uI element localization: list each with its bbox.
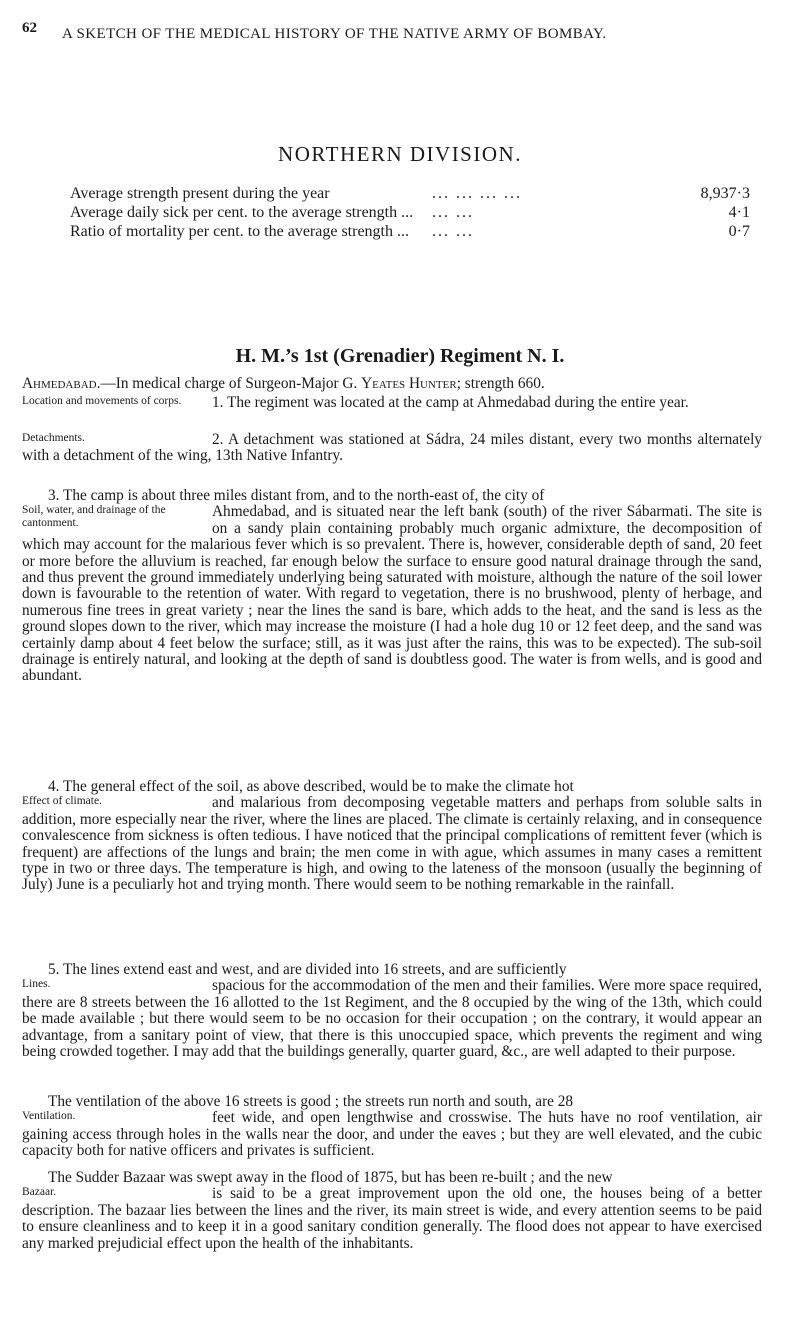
intro-text: —In medical charge of Surgeon-Major G. [100, 375, 362, 392]
paragraph-detachments [22, 432, 762, 465]
paragraph-bazaar [22, 1170, 762, 1252]
stat-value: 8,937·3 [700, 185, 750, 202]
paragraph-text: spacious for the accommodation of the men and their families. Were more space required, there are 8 streets between the 16 allotted to the 1st Regiment, and the 8 occupied by the wing of the 13th, which could be made available ; but there would seem to be no occasion for their occupation ; on the contrary, it would appear an advantage, from a sanitary point of view, that there is this unoccupied space, which prevents the regiment and wing being crowded together. I may add that the buildings generally, quarter guard, &c., are well adapted to their purpose. [22, 977, 762, 1061]
paragraph-lines [22, 962, 762, 1060]
margin-note: Ventilation. [22, 1110, 76, 1123]
paragraph-location [22, 395, 762, 411]
paragraph-text: is said to be a great improvement upon the old one, the houses being of a better description. The bazaar lies between the lines and the river, its main street is wide, and every attention seems to be paid to ensure cleanliness and to keep it in a good sanitary condition generally. The flood does not appear to have exercised any marked prejudicial effect upon the health of the inhabitants. [22, 1185, 762, 1252]
stat-label: Average daily sick per cent. to the average strength ... [70, 204, 414, 221]
paragraph-soil [22, 488, 762, 685]
margin-note: Lines. [22, 978, 51, 991]
leader-dots: ... ... ... ... [432, 185, 522, 202]
running-title: A SKETCH OF THE MEDICAL HISTORY OF THE NATIVE ARMY OF BOMBAY. [62, 26, 607, 42]
paragraph-climate [22, 779, 762, 894]
regiment-title: H. M.’s 1st (Grenadier) Regiment N. I. [235, 345, 565, 367]
paragraph-ventilation [22, 1094, 762, 1160]
stat-row [70, 185, 750, 204]
paragraph-text: 2. A detachment was stationed at Sádra, 24 miles distant, every two months alternately with a detachment of the wing, 13th Native Infantry. [22, 431, 762, 465]
stat-row [70, 223, 750, 242]
intro-rest: ; strength 660. [456, 375, 545, 392]
paragraph-text: feet wide, and open lengthwise and crosswise. The huts have no roof ventilation, air gaining access through holes in the walls near the door, and under the eaves ; but they are well elevated, and the cubic capacity both for native officers and privates is sufficient. [22, 1109, 762, 1160]
paragraph-text: Ahmedabad, and is situated near the left bank (south) of the river Sábarmati. The site is on a sandy plain containing probably much organic admixture, the decomposition of which may account for the malarious fever which is so prevalent. There is, however, considerable depth of sand, 20 feet or more before the alluvium is reached, far enough below the surface to ensure good natural drainage through the sand, and thus prevent the ground immediately underlying being saturated with moisture, although the nature of the soil lower down is favourable to the retention of water. With regard to vegetation, there is no brushwood, plenty of herbage, and numerous fine trees in great variety ; near the lines the sand is bare, which adds to the heat, and the sand is less as the ground slopes down to the river, which may increase the moisture (I had a hole dug 10 or 12 feet deep, and the sand was certainly damp about 4 feet below the surface; still, as it was just after the rains, this was to be expected). The sub-soil drainage is entirely natural, and looking at the depth of sand is doubtless good. The water is from wells, and is good and abundant. [22, 503, 762, 685]
leader-dots: ... ... [432, 223, 474, 240]
paragraph-lead: The Sudder Bazaar was swept away in the flood of 1875, but has been re-built ; and the new [48, 1169, 613, 1186]
stat-row [70, 204, 750, 223]
margin-note: Effect of climate. [22, 795, 102, 808]
leader-dots: ... ... [432, 204, 474, 221]
officer-name: Yeates Hunter [361, 375, 457, 392]
paragraph-lead: 4. The general effect of the soil, as above described, would be to make the climate hot [48, 778, 574, 795]
intro-line [22, 376, 762, 392]
station-name: Ahmedabad. [22, 375, 101, 392]
division-statistics [70, 185, 750, 242]
stat-value: 4·1 [728, 204, 750, 221]
paragraph-lead: 5. The lines extend east and west, and are divided into 16 streets, and are sufficiently [48, 961, 567, 978]
running-head [22, 20, 776, 42]
paragraph-lead: 3. The camp is about three miles distant from, and to the north-east of, the city of [48, 487, 545, 504]
margin-note: Location and movements of corps. [22, 395, 182, 407]
margin-note: Soil, water, and drainage of the cantonment. [22, 504, 166, 530]
paragraph-lead: The ventilation of the above 16 streets is good ; the streets run north and south, are 28 [48, 1093, 574, 1110]
division-title: NORTHERN DIVISION. [278, 142, 522, 166]
stat-label: Ratio of mortality per cent. to the average strength ... [70, 223, 409, 240]
paragraph-text: 1. The regiment was located at the camp at Ahmedabad during the entire year. [212, 394, 689, 411]
stat-value: 0·7 [728, 223, 750, 240]
margin-note: Bazaar. [22, 1186, 57, 1199]
stat-label: Average strength present during the year [70, 185, 330, 202]
paragraph-text: and malarious from decomposing vegetable matters and perhaps from soluble salts in addition, more especially near the river, where the lines are placed. The climate is certainly relaxing, and in consequence convalescence from sickness is often tedious. I have noticed that the principal complications of remittent fever (which is frequent) are affections of the lungs and brain; the men come in with ague, which assumes in many cases a remittent type in two or three days. The temperature is high, and owing to the lateness of the monsoon (usually the beginning of July) June is a peculiarly hot and trying month. There would seem to be nothing remarkable in the rainfall. [22, 794, 762, 894]
margin-note: Detachments. [22, 432, 85, 444]
page-number: 62 [22, 20, 37, 36]
